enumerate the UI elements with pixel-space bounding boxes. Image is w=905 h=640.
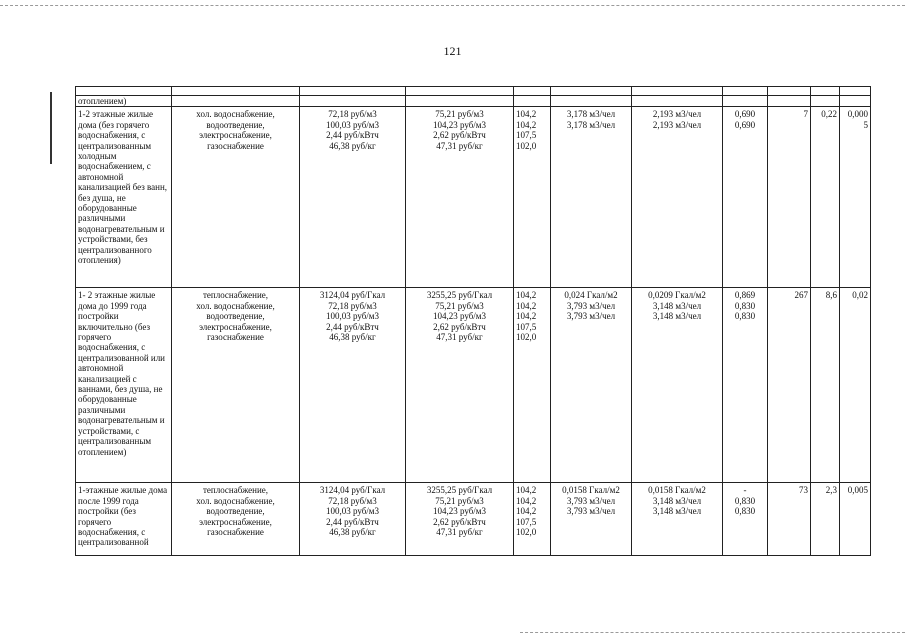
cell-norm-a-line: 3,793 м3/чел [566, 300, 616, 311]
cell-tariffs-old-line: 46,38 руб/кг [329, 527, 376, 538]
cell-services-line: хол. водоснабжение, [196, 495, 275, 506]
cell-tariffs-new-line: 2,62 руб/кВтч [433, 130, 486, 141]
cell-index [514, 107, 551, 288]
cell-count [768, 483, 811, 556]
cell-services-line: водоотведение, [206, 119, 265, 130]
cell-index-line: 104,2 [516, 119, 537, 130]
cell-norm-a [551, 107, 632, 288]
cell-tariffs-old-line: 100,03 руб/м3 [325, 506, 380, 517]
cell-norm-b-line: 3,148 м3/чел [652, 311, 702, 322]
cell-coefficient-line: 0,690 [734, 109, 756, 120]
cell-tariffs-new-line: 104,23 руб/м3 [432, 506, 487, 517]
cell-description [76, 483, 172, 556]
cell-tariffs-new-line: 47,31 руб/кг [436, 527, 483, 538]
cell-tariffs-new-line: 3255,25 руб/Гкал [426, 290, 493, 301]
cell-coefficient-line: 0,830 [734, 506, 756, 517]
cell-tariffs-new-line: 75,21 руб/м3 [435, 300, 484, 311]
cell-description-text: 1-этажные жилые дома после 1999 года постройки (без горячего водоснабжения, с централизованной [78, 485, 168, 548]
cell-norm-b-line: 2,193 м3/чел [652, 119, 702, 130]
cell-tariffs-new-line: 75,21 руб/м3 [435, 495, 484, 506]
cell-norm-b-line: 3,148 м3/чел [652, 495, 702, 506]
cell-services [172, 483, 300, 556]
cell-coefficient-line: 0,830 [734, 300, 756, 311]
header-strip-row [76, 87, 871, 96]
table-row [76, 483, 871, 556]
cell-norm-a-line: 0,0158 Гкал/м2 [562, 485, 620, 496]
cell-tariffs-old-line: 72,18 руб/м3 [328, 109, 377, 120]
cell-value-2 [840, 483, 871, 556]
cell-coefficient [723, 107, 768, 288]
cell-value-2 [840, 288, 871, 483]
cell-tariffs-new-line: 2,62 руб/кВтч [433, 516, 486, 527]
cell-index [514, 288, 551, 483]
fragment-row [76, 96, 871, 107]
cell-index-line: 102,0 [516, 527, 537, 538]
table-row [76, 107, 871, 288]
cell-norm-a-line: 0,024 Гкал/м2 [564, 290, 618, 301]
cell-tariffs-old [300, 288, 406, 483]
cell-index-line: 102,0 [516, 140, 537, 151]
cell-index-line: 104,2 [516, 311, 537, 322]
cell-services-line: теплоснабжение, [202, 290, 269, 301]
cell-norm-b-line: 0,0158 Гкал/м2 [648, 485, 706, 496]
cell-services-line: электроснабжение, [199, 321, 272, 332]
cell-value-1 [811, 288, 840, 483]
cell-index-line: 104,2 [516, 485, 537, 496]
cell-norm-b-line: 3,148 м3/чел [652, 506, 702, 517]
cell-tariffs-new-line: 104,23 руб/м3 [432, 119, 487, 130]
cell-index-line: 104,2 [516, 300, 537, 311]
cell-coefficient-line: - [743, 485, 747, 496]
cell-index-line: 104,2 [516, 109, 537, 120]
cell-tariffs-old-line: 2,44 руб/кВтч [326, 321, 379, 332]
cell-services-line: водоотведение, [206, 311, 265, 322]
cell-value-1-text: 2,3 [825, 485, 837, 496]
cell-count-text: 267 [794, 290, 808, 301]
cell-services-line: теплоснабжение, [202, 485, 269, 496]
cell-tariffs-new [406, 483, 514, 556]
cell-tariffs-old-line: 3124,04 руб/Гкал [319, 290, 386, 301]
cell-count [768, 107, 811, 288]
row-fragment-description: отоплением) [76, 96, 172, 107]
cell-norm-b-line: 0,0209 Гкал/м2 [648, 290, 706, 301]
cell-description-text: 1- 2 этажные жилые дома до 1999 года постройки включительно (без горячего водоснабжения, с централизованной или автономной канализацией с ваннами, без душа, не оборудованные различными водонагревательным и устройствами, с централизованным отоплением) [78, 290, 166, 457]
cell-norm-b-line: 2,193 м3/чел [652, 109, 702, 120]
cell-norm-b [632, 107, 723, 288]
cell-services-line: электроснабжение, [199, 130, 272, 141]
table-body [76, 107, 871, 556]
cell-value-1-text: 0,22 [821, 109, 837, 120]
cell-tariffs-new-line: 47,31 руб/кг [436, 140, 483, 151]
cell-tariffs-old-line: 46,38 руб/кг [329, 140, 376, 151]
cell-coefficient-line: 0,830 [734, 311, 756, 322]
scan-artifact-bottom [520, 632, 905, 633]
cell-value-2-line: 0,005 [847, 485, 868, 496]
table-row [76, 288, 871, 483]
page-number: 121 [443, 44, 462, 58]
cell-tariffs-old [300, 483, 406, 556]
cell-norm-a-line: 3,178 м3/чел [566, 109, 616, 120]
cell-coefficient [723, 483, 768, 556]
cell-norm-a-line: 3,793 м3/чел [566, 495, 616, 506]
cell-norm-a [551, 483, 632, 556]
cell-tariffs-new-line: 75,21 руб/м3 [435, 109, 484, 120]
cell-count-text: 73 [799, 485, 808, 496]
cell-tariffs-old-line: 100,03 руб/м3 [325, 119, 380, 130]
cell-value-1 [811, 107, 840, 288]
cell-services-line: газоснабжение [207, 527, 264, 538]
page-margin-mark [50, 92, 52, 164]
cell-coefficient-line: 0,830 [734, 495, 756, 506]
cell-value-1-text: 8,6 [825, 290, 837, 301]
cell-services [172, 288, 300, 483]
cell-services-line: хол. водоснабжение, [196, 300, 275, 311]
cell-tariffs-new-line: 2,62 руб/кВтч [433, 321, 486, 332]
cell-tariffs-old [300, 107, 406, 288]
cell-index-line: 107,5 [516, 516, 537, 527]
cell-norm-a-line: 3,793 м3/чел [566, 506, 616, 517]
cell-norm-a-line: 3,793 м3/чел [566, 311, 616, 322]
cell-description [76, 107, 172, 288]
tariff-table [75, 86, 871, 556]
cell-value-2-line: 0,02 [852, 290, 868, 301]
cell-services [172, 107, 300, 288]
cell-norm-b-line: 3,148 м3/чел [652, 300, 702, 311]
cell-count [768, 288, 811, 483]
cell-services-line: водоотведение, [206, 506, 265, 517]
cell-count-text: 7 [803, 109, 808, 120]
cell-services-line: газоснабжение [207, 140, 264, 151]
cell-coefficient [723, 288, 768, 483]
cell-tariffs-old-line: 2,44 руб/кВтч [326, 516, 379, 527]
cell-norm-b [632, 483, 723, 556]
cell-description-text: 1-2 этажные жилые дома (без горячего водоснабжения, с централизованным холодным водоснабжением, с автономной канализацией без ванн, без душа, не оборудованные различными водонагревательным и устройствами, без централизованного отопления) [78, 109, 168, 266]
cell-value-2-line: 0,000 [847, 109, 868, 120]
cell-tariffs-old-line: 3124,04 руб/Гкал [319, 485, 386, 496]
cell-value-1 [811, 483, 840, 556]
cell-norm-a-line: 3,178 м3/чел [566, 119, 616, 130]
cell-index-line: 102,0 [516, 332, 537, 343]
cell-services-line: электроснабжение, [199, 516, 272, 527]
cell-tariffs-old-line: 100,03 руб/м3 [325, 311, 380, 322]
cell-value-2-line: 5 [863, 119, 868, 130]
cell-index [514, 483, 551, 556]
cell-norm-b [632, 288, 723, 483]
cell-index-line: 104,2 [516, 506, 537, 517]
cell-norm-a [551, 288, 632, 483]
cell-tariffs-old-line: 2,44 руб/кВтч [326, 130, 379, 141]
cell-tariffs-old-line: 72,18 руб/м3 [328, 495, 377, 506]
cell-tariffs-old-line: 46,38 руб/кг [329, 332, 376, 343]
cell-coefficient-line: 0,869 [734, 290, 756, 301]
cell-tariffs-old-line: 72,18 руб/м3 [328, 300, 377, 311]
cell-index-line: 107,5 [516, 321, 537, 332]
cell-description [76, 288, 172, 483]
scan-artifact-top [0, 5, 905, 6]
cell-services-line: хол. водоснабжение, [196, 109, 275, 120]
cell-tariffs-new-line: 104,23 руб/м3 [432, 311, 487, 322]
cell-index-line: 107,5 [516, 130, 537, 141]
cell-tariffs-new-line: 3255,25 руб/Гкал [426, 485, 493, 496]
cell-services-line: газоснабжение [207, 332, 264, 343]
cell-tariffs-new-line: 47,31 руб/кг [436, 332, 483, 343]
cell-tariffs-new [406, 288, 514, 483]
cell-index-line: 104,2 [516, 495, 537, 506]
cell-value-2 [840, 107, 871, 288]
cell-index-line: 104,2 [516, 290, 537, 301]
cell-coefficient-line: 0,690 [734, 119, 756, 130]
cell-tariffs-new [406, 107, 514, 288]
